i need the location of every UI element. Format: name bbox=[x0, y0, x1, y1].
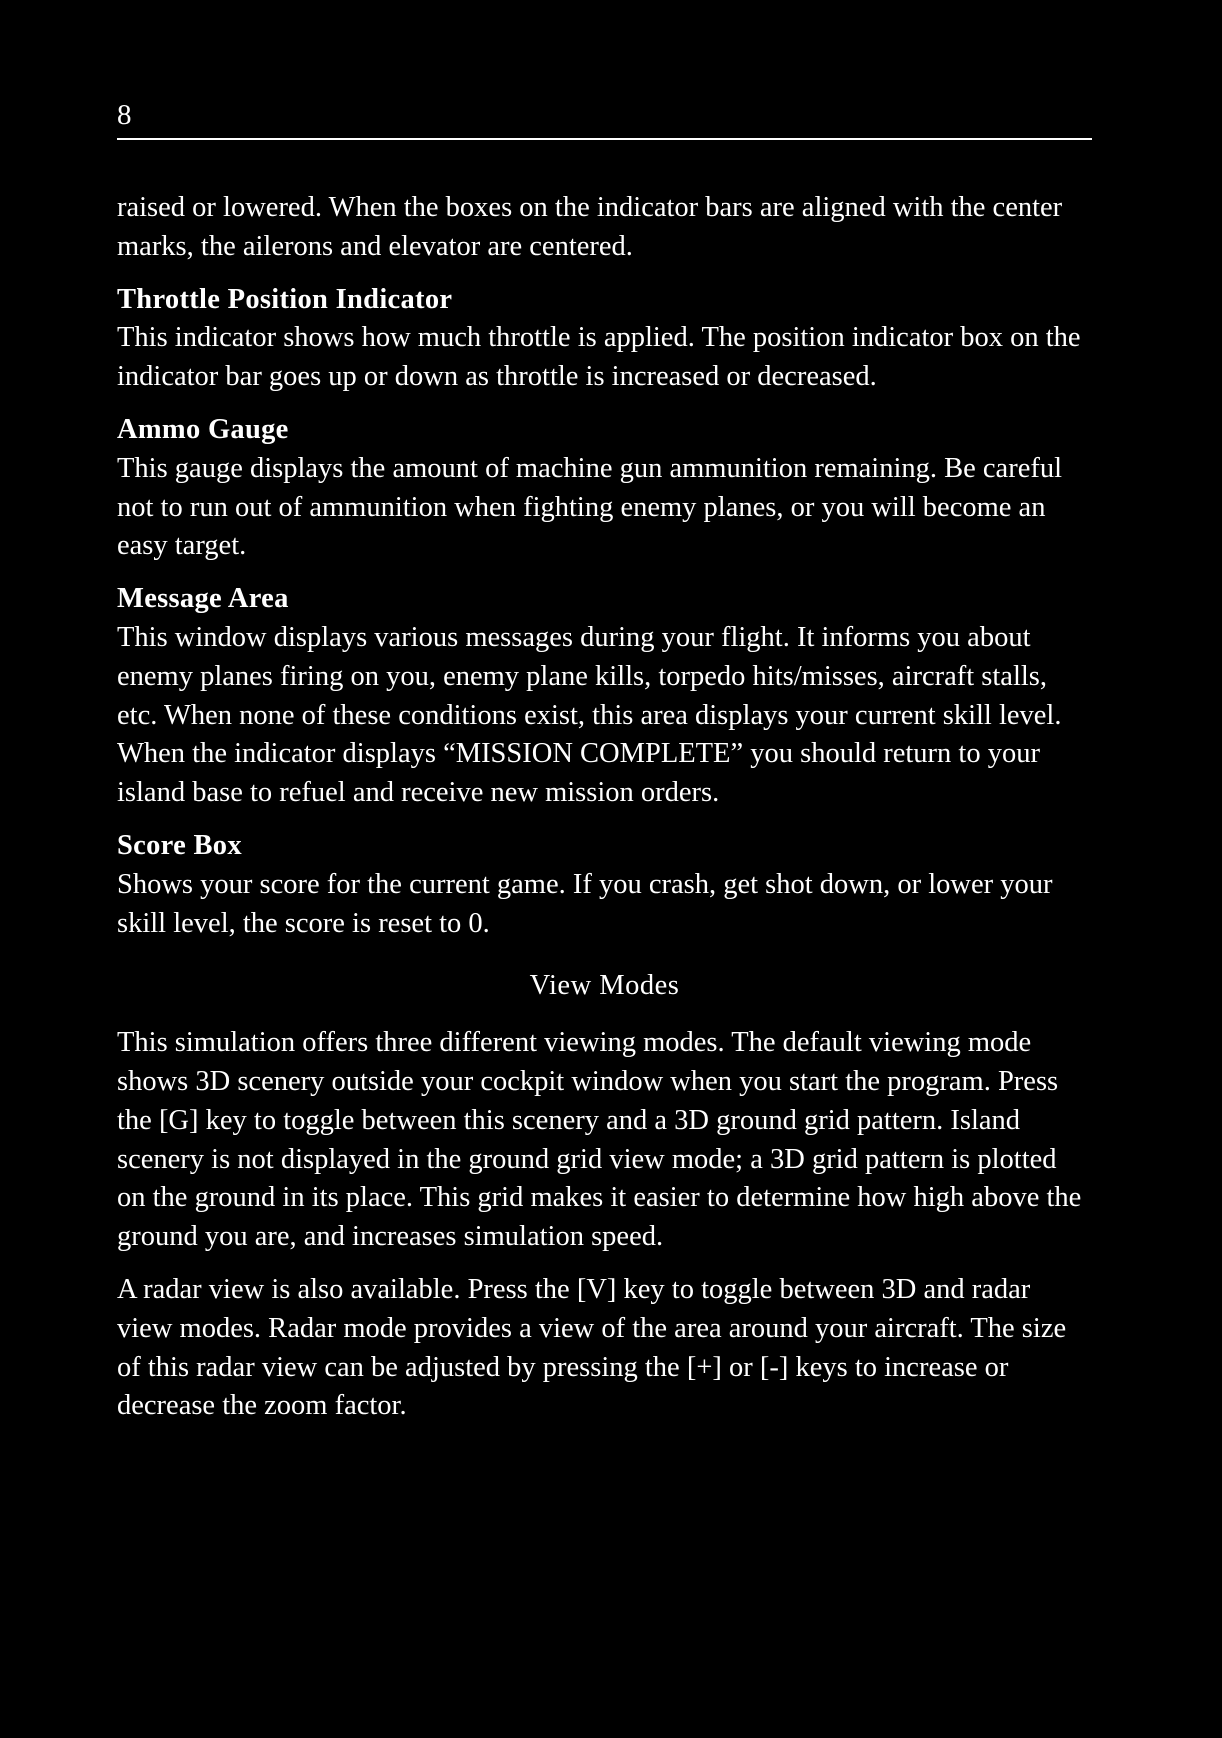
section-score-box bbox=[117, 827, 1092, 943]
header-rule bbox=[117, 138, 1092, 140]
section-body: This window displays various messages during your flight. It informs you about enemy planes firing on you, enemy plane kills, torpedo hits/misses, aircraft stalls, etc. When none of these conditions exist, this area displays your current skill level. When the indicator displays “MISSION COMPLETE” you should return to your island base to refuel and receive new mission orders. bbox=[117, 621, 1062, 809]
section-body: This indicator shows how much throttle is applied. The position indicator box on the indicator bar goes up or down as throttle is increased or decreased. bbox=[117, 322, 1081, 393]
intro-paragraph: raised or lowered. When the boxes on the indicator bars are aligned with the center marks, the ailerons and elevator are centered. bbox=[117, 192, 1063, 262]
view-modes-paragraph: A radar view is also available. Press the [V] key to toggle between 3D and radar view modes. Radar mode provides a view of the area around your aircraft. The size of this radar view can be adjusted by pressing the [+] or [-] keys to increase or decrease the zoom factor. bbox=[117, 1273, 1067, 1422]
section-body: This gauge displays the amount of machine gun ammunition remaining. Be careful not to run out of ammunition when fighting enemy planes, or you will become an easy target. bbox=[117, 452, 1063, 562]
section-message-area bbox=[117, 580, 1092, 813]
view-modes-heading: View Modes bbox=[529, 970, 680, 1002]
section-body: Shows your score for the current game. If you crash, get shot down, or lower your skill level, the score is reset to 0. bbox=[117, 868, 1053, 939]
section-heading: Message Area bbox=[117, 583, 289, 615]
section-ammo-gauge bbox=[117, 411, 1092, 566]
section-heading: Ammo Gauge bbox=[117, 413, 289, 445]
page-content bbox=[117, 189, 1092, 1440]
section-throttle-position-indicator bbox=[117, 281, 1092, 397]
page-number: 8 bbox=[117, 99, 132, 131]
section-heading: Throttle Position Indicator bbox=[117, 283, 453, 315]
section-heading: Score Box bbox=[117, 829, 242, 861]
view-modes-paragraph: This simulation offers three different viewing modes. The default viewing mode shows 3D scenery outside your cockpit window when you start the program. Press the [G] key to toggle between this scenery and a 3D ground grid pattern. Island scenery is not displayed in the ground grid view mode; a 3D grid pattern is plotted on the ground in its place. This grid makes it easier to determine how high above the ground you are, and increases simulation speed. bbox=[117, 1027, 1082, 1253]
